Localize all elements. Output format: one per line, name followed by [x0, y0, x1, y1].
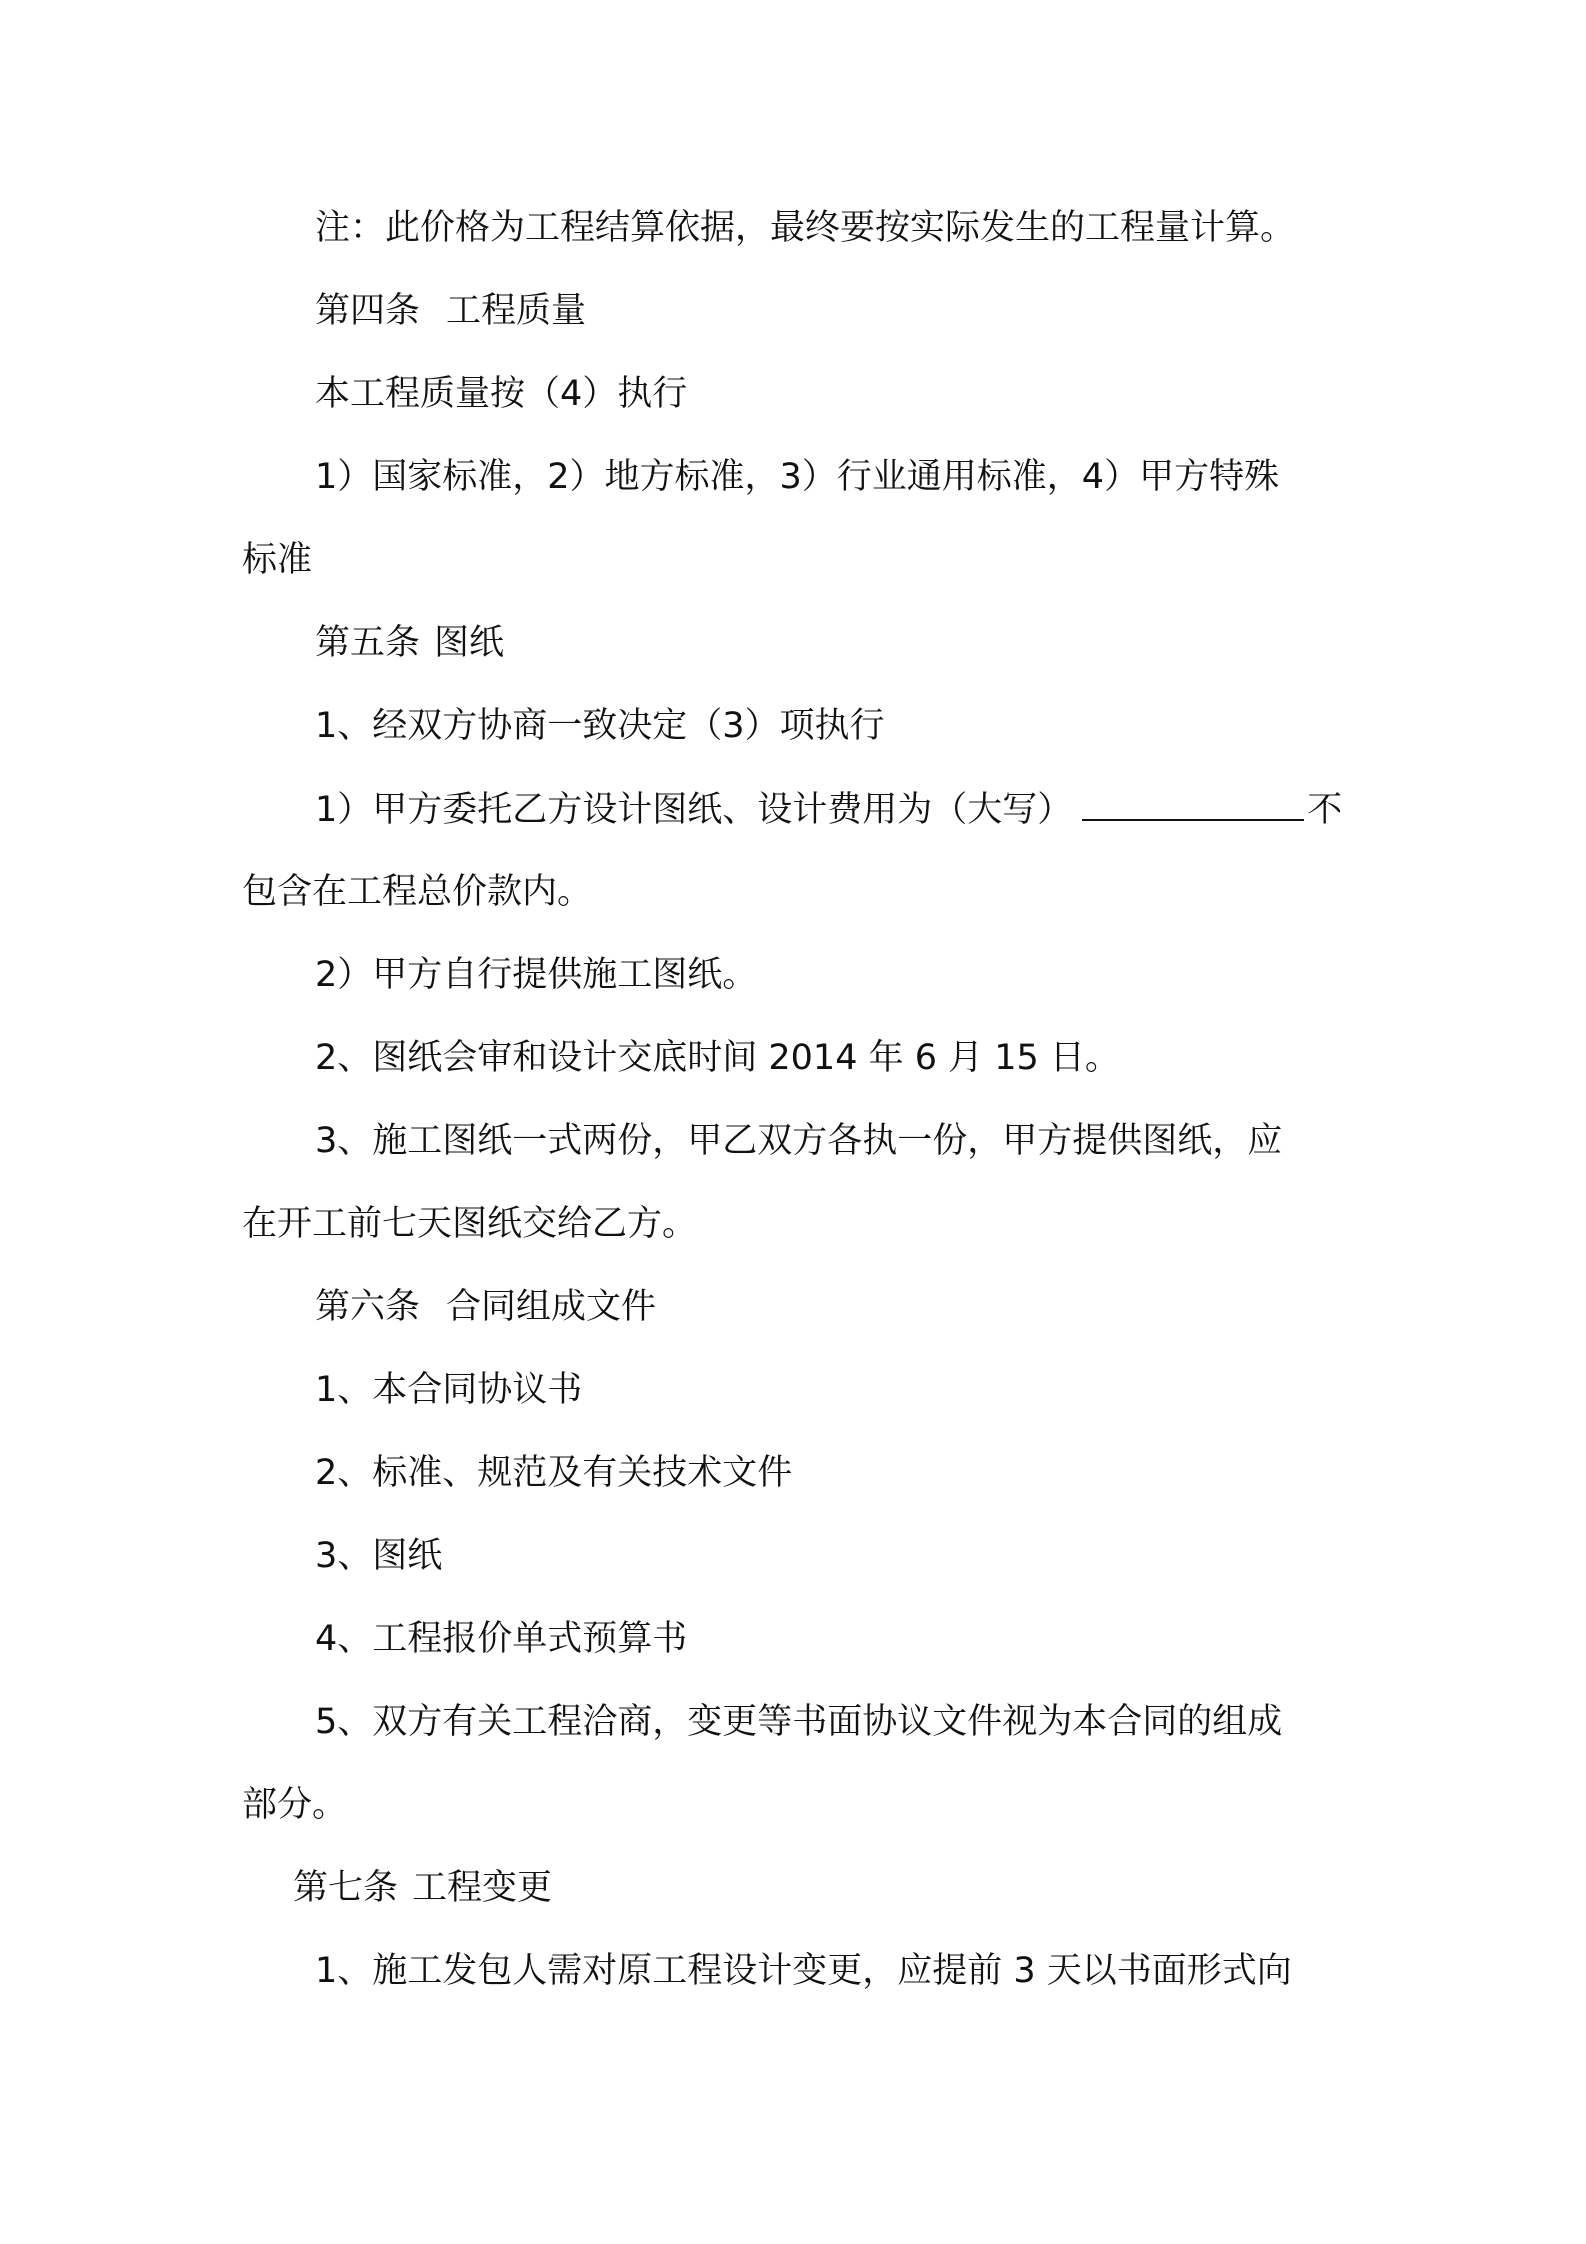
article-7-heading — [293, 1866, 1586, 1910]
article-7-item-1: 1、施工发包人需对原工程设计变更，应提前 3 天以书面形式向 — [315, 1951, 1292, 1991]
article-6-heading — [315, 1285, 1586, 1329]
article-6-item: 1、本合同协议书 — [315, 1370, 583, 1410]
article-4-standards-line-2: 标准 — [242, 540, 313, 580]
article-6-title: 合同组成文件 — [446, 1287, 657, 1327]
design-fee-tail: 不 — [1307, 790, 1343, 830]
article-5-heading — [315, 621, 1586, 665]
article-5-title: 图纸 — [434, 623, 505, 663]
article-4-title: 工程质量 — [446, 291, 587, 331]
article-5-copies-line-1: 3、施工图纸一式两份，甲乙双方各执一份，甲方提供图纸，应 — [315, 1121, 1283, 1161]
price-note: 注：此价格为工程结算依据，最终要按实际发生的工程量计算。 — [315, 208, 1296, 248]
article-7-title: 工程变更 — [412, 1868, 553, 1908]
article-6-item: 2、标准、规范及有关技术文件 — [315, 1453, 793, 1493]
article-5-design-fee-line-1 — [315, 787, 1586, 832]
article-6-item: 3、图纸 — [315, 1536, 443, 1576]
article-5-item-1: 1、经双方协商一致决定（3）项执行 — [315, 706, 885, 746]
article-4-heading — [315, 289, 1586, 333]
article-4-quality-basis: 本工程质量按（4）执行 — [315, 374, 688, 414]
article-5-number: 第五条 — [315, 623, 421, 663]
article-5-design-fee-line-2: 包含在工程总价款内。 — [242, 872, 593, 912]
article-6-item: 4、工程报价单式预算书 — [315, 1619, 688, 1659]
article-6-item-5-line-2: 部分。 — [242, 1785, 348, 1825]
article-5-copies-line-2: 在开工前七天图纸交给乙方。 — [242, 1204, 698, 1244]
article-4-standards-line-1: 1）国家标准，2）地方标准，3）行业通用标准，4）甲方特殊 — [315, 457, 1280, 497]
design-fee-text: 1）甲方委托乙方设计图纸、设计费用为（大写） — [315, 790, 1073, 830]
article-4-number: 第四条 — [315, 291, 421, 331]
article-5-review-date: 2、图纸会审和设计交底时间 2014 年 6 月 15 日。 — [315, 1038, 1120, 1078]
article-6-item-5-line-1: 5、双方有关工程洽商，变更等书面协议文件视为本合同的组成 — [315, 1702, 1283, 1742]
article-7-number: 第七条 — [293, 1868, 399, 1908]
article-5-self-provided: 2）甲方自行提供施工图纸。 — [315, 955, 758, 995]
article-6-number: 第六条 — [315, 1287, 421, 1327]
design-fee-blank — [1082, 787, 1304, 821]
